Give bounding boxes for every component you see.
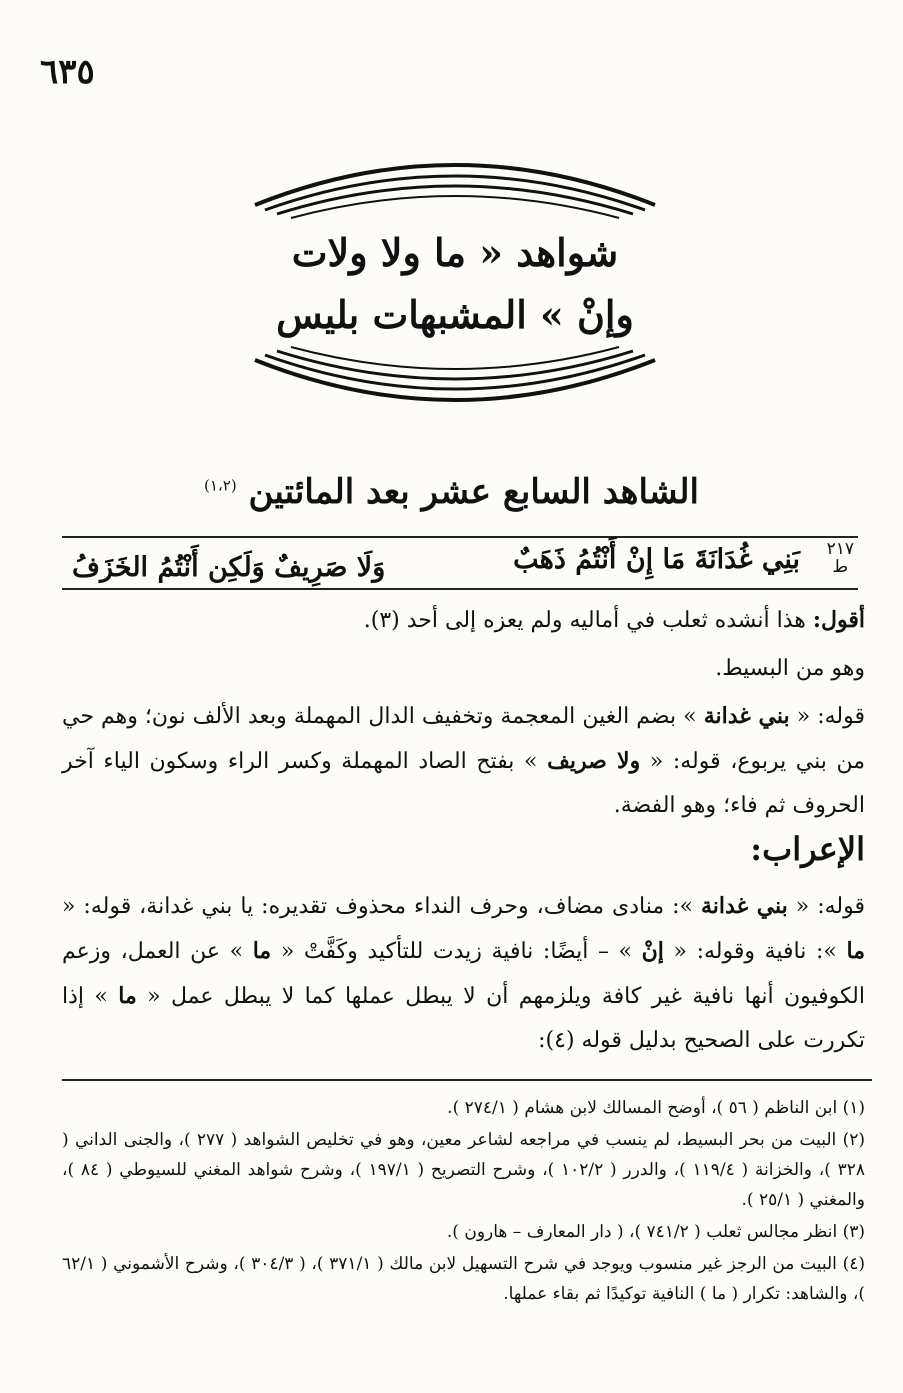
paragraph [62, 694, 865, 828]
term: ما [846, 938, 865, 964]
irab-heading: الإعراب: [750, 830, 865, 868]
footnote: (٤) البيت من الرجز غير منسوب ويوجد في شرح التسهيل لابن مالك ( ٣٧١/١ )، ( ٣٠٤/٣ )، وشرح الأشموني ( ٦٢/١ )، والشاهد: تكرار ( ما ) النافية توكيدًا ثم بقاء عملها. [62, 1254, 865, 1304]
term: بني غدانة [703, 703, 790, 729]
footnotes [62, 1093, 865, 1311]
section-heading-text: الشاهد السابع عشر بعد المائتين [248, 472, 699, 512]
footnote: (١) ابن الناظم ( ٥٦ )، أوضح المسالك لابن هشام ( ٢٧٤/١ ). [447, 1098, 865, 1118]
term: ما [118, 983, 137, 1009]
text-run: قوله: « [796, 704, 866, 729]
verse-box [62, 536, 858, 590]
term: إنْ [641, 938, 664, 964]
verse-number [827, 540, 854, 576]
footnote-divider [62, 1079, 872, 1081]
text-run: » بضم الغين المعجمة وتخفيف الدال المهملة وبعد الألف نون؛ وهم حي من بني يربوع، قوله: « [62, 704, 865, 774]
section-heading [140, 472, 763, 512]
chapter-title [245, 222, 665, 346]
footnote-ref: (١،٢) [204, 476, 237, 495]
text-run: » عن العمل، وزعم الكوفيون أنها نافية غير كافة ويلزمهم أن لا يبطل عملها كما لا يبطل عمل « [62, 939, 865, 1009]
text-run: »: منادى مضاف، وحرف النداء محذوف تقديره: يا بني غدانة، قوله: « [62, 894, 694, 919]
term: ولا صريف [547, 748, 641, 774]
term: ما [252, 938, 272, 964]
paragraph [62, 884, 865, 1063]
paragraph-lead: أقول: [812, 607, 865, 633]
text-run: قوله: « [795, 894, 865, 919]
paragraph-text: هذا أنشده ثعلب في أماليه ولم يعزه إلى أحد (٣). [363, 608, 806, 633]
footnote: (٣) انظر مجالس ثعلب ( ٧٤١/٢ )، ( دار المعارف – هارون ). [446, 1222, 865, 1242]
footnote: (٢) البيت من بحر البسيط، لم ينسب في مراجعه لشاعر معين، وهو في تخليص الشواهد ( ٢٧٧ )، والجنى الداني ( ٣٢٨ )، والخزانة ( ١١٩/٤ )، والدرر ( ١٠٢/٢ )، وشرح التصريح ( ١٩٧/١ )، وشرح شواهد المغني للسيوطي ( ٨٤ )، والمغني ( ٢٥/١ ). [62, 1130, 866, 1210]
paragraph [62, 598, 865, 643]
verse-number-value: ٢١٧ [826, 539, 854, 559]
text-run: »: نافية وقوله: « [673, 939, 837, 964]
paragraph: وهو من البسيط. [715, 656, 865, 681]
text-run: » إذا تكررت على الصحيح بدليل قوله (٤): [62, 984, 865, 1053]
text-run: » – أيضًا: نافية زيدت للتأكيد وكَفَّتْ « [280, 939, 633, 964]
chapter-title-frame [245, 160, 665, 405]
page-number: ٦٣٥ [40, 52, 95, 92]
chapter-title-line: شواهد « ما ولا ولات [291, 230, 619, 275]
verse-number-sub: ط [832, 557, 849, 577]
term: بني غدانة [701, 893, 788, 919]
text-run: » بفتح الصاد المهملة وكسر الراء وسكون الياء آخر الحروف ثم فاء؛ وهو الفضة. [62, 749, 865, 818]
verse-first-hemistich: بَنِي غُدَانَةَ مَا إِنْ أَنْتُمُ ذَهَبٌ [513, 544, 800, 575]
verse-second-hemistich: وَلَا صَرِيفٌ وَلَكِن أَنْتُمُ الخَزَفُ [72, 552, 386, 583]
chapter-title-line: وإنْ » المشبهات بليس [276, 292, 634, 337]
